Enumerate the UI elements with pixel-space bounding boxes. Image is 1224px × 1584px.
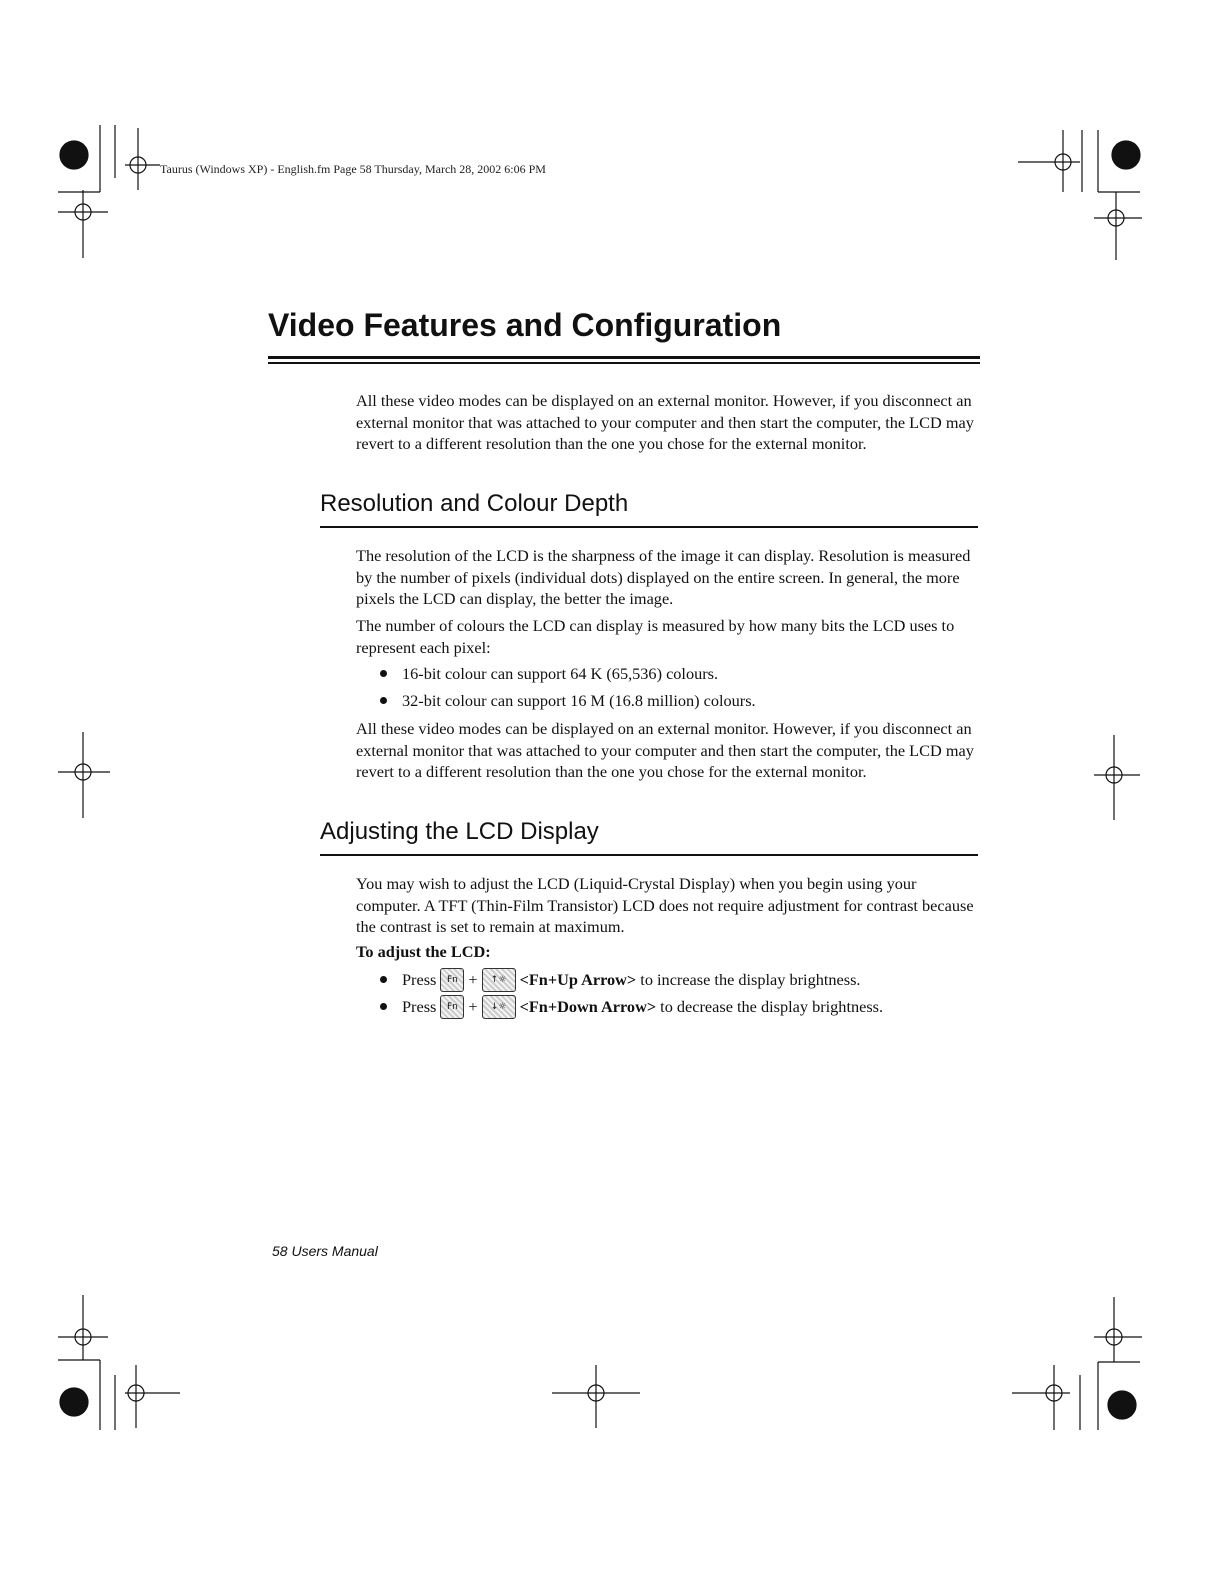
adjust-lcd-paragraph: You may wish to adjust the LCD (Liquid-Crystal Display) when you begin using your computer. A TFT (Thin-Film Transistor) LCD does not require adjustment for contrast because the contrast is set to remain at maximum. xyxy=(356,874,974,936)
registration-target-icon xyxy=(1112,141,1140,169)
bullet-icon xyxy=(380,976,387,983)
bullet-icon xyxy=(380,1003,387,1010)
brightness-down-key-icon: ↓☼ xyxy=(482,995,516,1019)
list-item: Press Fn + ↓☼ <Fn+Down Arrow> to decrease the display brightness. xyxy=(380,993,883,1020)
resolution-paragraph: The resolution of the LCD is the sharpness of the image it can display. Resolution is measured by the number of pixels (individual dots) displayed on the entire screen. In general, the more pixels the LCD can display, the better the image. xyxy=(356,546,971,608)
fn-key-icon: Fn xyxy=(440,968,464,992)
list-item: 32-bit colour can support 16 M (16.8 million) colours. xyxy=(380,687,756,714)
intro-paragraph: All these video modes can be displayed on an external monitor. However, if you disconnect an external monitor that was attached to your computer and then start the computer, the LCD may revert to a different resolution than the one you chose for the external monitor. xyxy=(356,391,974,453)
brightness-up-key-icon: ↑☼ xyxy=(482,968,516,992)
title-rule xyxy=(268,356,980,359)
file-slug: Taurus (Windows XP) - English.fm Page 58 Thursday, March 28, 2002 6:06 PM xyxy=(160,162,546,176)
adjust-steps-list xyxy=(380,966,883,1020)
key-combo: <Fn+Down Arrow> xyxy=(519,996,657,1016)
section-rule xyxy=(320,526,978,528)
section-heading-adjusting: Adjusting the LCD Display xyxy=(320,818,599,845)
bullet-icon xyxy=(380,670,387,677)
fn-key-icon: Fn xyxy=(440,995,464,1019)
bullet-icon xyxy=(380,697,387,704)
registration-target-icon xyxy=(60,141,88,169)
page-footer: 58 Users Manual xyxy=(272,1243,378,1259)
key-combo: <Fn+Up Arrow> xyxy=(519,969,637,989)
list-item: 16-bit colour can support 64 K (65,536) colours. xyxy=(380,660,756,687)
title-rule-secondary xyxy=(268,362,980,364)
registration-target-icon xyxy=(1108,1391,1136,1419)
colour-depth-paragraph: The number of colours the LCD can display is measured by how many bits the LCD uses to represent each pixel: xyxy=(356,616,955,657)
procedure-label: To adjust the LCD: xyxy=(356,942,491,961)
section-rule xyxy=(320,854,978,856)
registration-target-icon xyxy=(60,1388,88,1416)
external-monitor-paragraph: All these video modes can be displayed on an external monitor. However, if you disconnect an external monitor that was attached to your computer and then start the computer, the LCD may revert to a different resolution than the one you chose for the external monitor. xyxy=(356,719,974,781)
colour-depth-list xyxy=(380,660,756,714)
page-title: Video Features and Configuration xyxy=(268,307,782,343)
list-item: Press Fn + ↑☼ <Fn+Up Arrow> to increase the display brightness. xyxy=(380,966,883,993)
section-heading-resolution: Resolution and Colour Depth xyxy=(320,490,629,517)
